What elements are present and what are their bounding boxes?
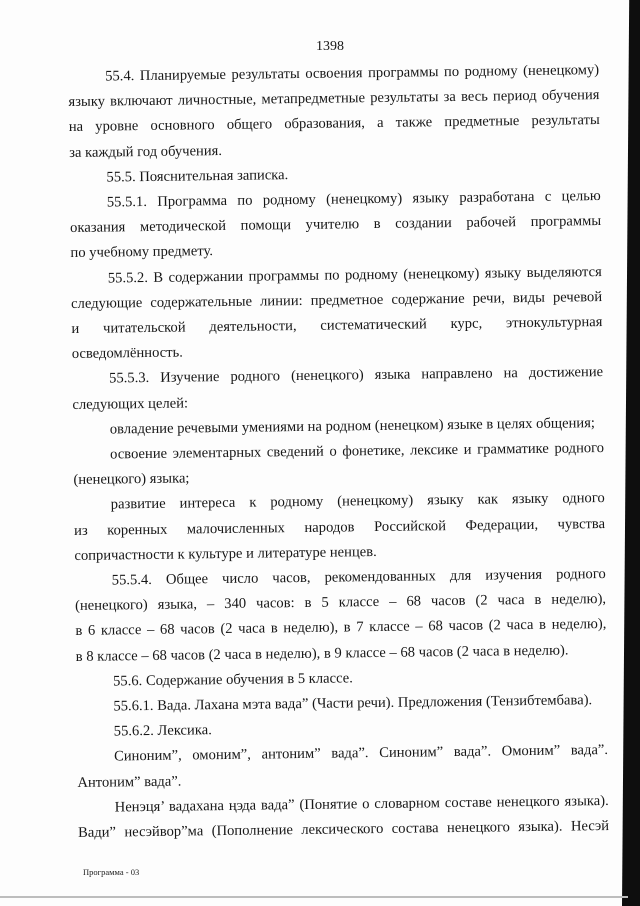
text-line: 55.6. Содержание обучения в 5 классе.	[112, 670, 353, 690]
page-body	[68, 58, 609, 846]
text-line: 55.4. Планируемые результаты освоения программы по родному (ненецкому)	[105, 62, 600, 85]
section-55-4-planned-results	[68, 58, 600, 166]
text-line: языку включают личностные, метапредметные результаты за весь период обучения	[68, 87, 600, 111]
text-line: (ненецкого) языка, – 340 часов: в 5 классе – 68 часов (2 часа в неделю),	[74, 591, 607, 615]
text-line: 55.5. Пояснительная записка.	[106, 166, 289, 186]
text-line: осведомлённость.	[71, 344, 183, 363]
text-line: следующие содержательные линии: предметное содержание речи, виды речевой	[71, 288, 603, 312]
text-line: овладение речевыми умениями на родном (ненецком) языке в целях общения;	[109, 414, 596, 438]
text-line: на уровне основного общего образования, а также предметные результаты	[68, 112, 600, 136]
text-line: 55.5.3. Изучение родного (ненецкого) языка направлено на достижение	[109, 364, 604, 387]
goal-item-language-basics	[73, 436, 605, 493]
text-line: в 6 классе – 68 часов (2 часа в неделю), в 7 классе – 68 часов (2 часа в неделю),	[75, 616, 607, 640]
text-line: оказания методической помощи учителю в создании рабочей программы	[70, 213, 602, 237]
scan-edge-bottom	[0, 896, 628, 898]
text-line: следующих целей:	[72, 395, 189, 413]
page-number: 1398	[316, 39, 344, 54]
section-55-5-3	[72, 360, 604, 417]
text-line: сопричастности к культуре и литературе ненцев.	[74, 543, 377, 564]
lexicon-vocabulary	[78, 789, 610, 846]
text-line: Антоним” вада”.	[77, 773, 182, 791]
text-line: за каждый год обучения.	[69, 142, 223, 161]
goal-item-interest	[74, 486, 606, 569]
text-line: по учебному предмету.	[70, 243, 214, 262]
text-line: из коренных малочисленных народов Российской Федерации, чувства	[73, 515, 606, 539]
text-line: 55.5.2. В содержании программы по родному (ненецкому) языку выделяются	[107, 263, 602, 287]
page-footer: Программа - 03	[83, 867, 140, 877]
text-line: 55.6.2. Лексика.	[113, 722, 212, 740]
text-line: 55.5.1. Программа по родному (ненецкому) языку разработана с целью	[106, 188, 601, 211]
scan-edge-right	[622, 0, 640, 906]
text-line: (ненецкого) языка;	[73, 470, 190, 489]
section-55-5-1	[70, 184, 602, 267]
text-line: и читательской деятельности, систематический курс, этнокультурная	[71, 314, 603, 338]
text-line: развитие интереса к родному (ненецкому) языку как языку одного	[110, 490, 605, 513]
text-line: 55.5.4. Общее число часов, рекомендованных для изучения родного	[111, 566, 606, 589]
lexicon-terms	[77, 738, 609, 795]
section-55-5-2	[71, 260, 603, 368]
text-line: в 8 классе – 68 часов (2 часа в неделю), в 9 классе – 68 часов (2 часа в неделю).	[75, 642, 569, 665]
text-line: 55.6.1. Вада. Лахана мэта вада” (Части речи). Предложения (Тензибтембава).	[113, 692, 593, 715]
text-line: Вади” несэйвор”ма (Пополнение лексического состава ненецкого языка). Несэй	[77, 818, 610, 842]
text-line: освоение элементарных сведений о фонетике, лексике и грамматике родного	[109, 440, 605, 463]
text-line: Синоним”, омоним”, антоним” вада”. Синоним” вада”. Омоним” вада”.	[113, 742, 609, 765]
section-55-5-4-hours	[75, 562, 607, 670]
text-line: Ненэця’ вадахана ңэда вада” (Понятие о словарном составе ненецкого языка).	[114, 792, 609, 816]
